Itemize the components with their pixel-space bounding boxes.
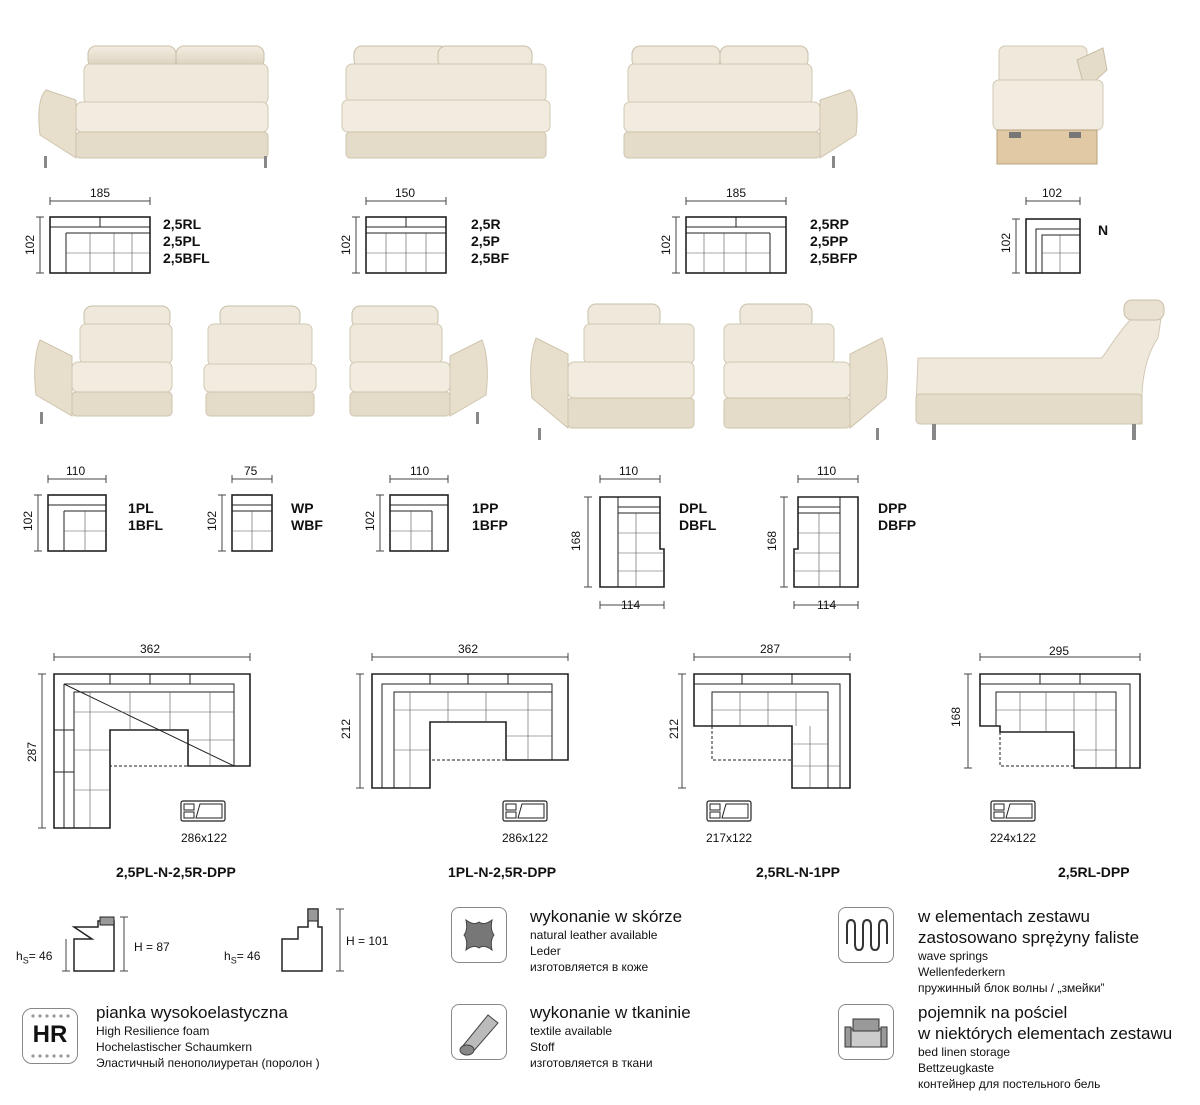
set-width: 362 <box>140 642 161 656</box>
set-depth: 212 <box>667 718 682 740</box>
armchair-photo-1pp <box>350 300 490 430</box>
fabric-roll-icon <box>451 1004 507 1060</box>
dim-depth: 168 <box>569 530 584 552</box>
sofa-photo-2-5rp <box>620 40 860 170</box>
seat-height-label: $h_S= 46$ <box>16 949 53 966</box>
dim-depth: 102 <box>659 234 674 256</box>
set-depth: 212 <box>339 718 354 740</box>
dim-width: 110 <box>66 464 86 478</box>
bed-storage-icon <box>838 1004 894 1060</box>
model-codes: 1PP 1BFP <box>472 500 508 533</box>
dim-width: 185 <box>90 186 111 200</box>
dim-depth: 168 <box>765 530 780 552</box>
set-depth: 168 <box>949 706 964 728</box>
model-codes: DPL DBFL <box>679 500 717 533</box>
model-codes: 2,5R 2,5P 2,5BF <box>471 216 510 266</box>
set-width: 287 <box>760 642 781 656</box>
bed-size: 224x122 <box>990 831 1037 845</box>
set-name: 2,5RL-DPP <box>1058 864 1130 880</box>
bed-icon <box>706 800 752 824</box>
bed-size: 286x122 <box>502 831 549 845</box>
feature-storage: pojemnik na pościel w niektórych elementach zestawu bed linen storage Bettzeugkaste контейнер для постельного бель <box>918 1003 1173 1091</box>
model-codes: 2,5RP 2,5PP 2,5BFP <box>810 216 858 266</box>
armchair-photo-1pl <box>32 300 172 430</box>
leather-icon <box>451 907 507 963</box>
dim-depth: 102 <box>21 510 36 532</box>
set-depth: 287 <box>25 741 40 763</box>
feature-foam: pianka wysokoelastyczna High Resilience foam Hochelastischer Schaumkern Эластичный пенополиуретан (поролон ) <box>96 1003 320 1070</box>
chaise-photo-dpp <box>720 298 890 448</box>
height-profile-low <box>60 905 130 975</box>
sofa-photo-2-5r <box>340 40 560 170</box>
set-name: 2,5RL-N-1PP <box>756 864 841 880</box>
dim-width: 102 <box>1042 186 1063 200</box>
set-plan-4 <box>950 640 1150 780</box>
dim-width: 110 <box>817 464 837 478</box>
model-codes: 1PL 1BFL <box>128 500 163 533</box>
chaise-photo-dpl <box>528 298 698 448</box>
feature-springs: w elementach zestawu zastosowano sprężyny faliste wave springs Wellenfederkern пружинный блок волны / „змейки” <box>918 907 1140 995</box>
dim-width: 110 <box>410 464 430 478</box>
dim-depth: 102 <box>205 510 220 532</box>
sofa-photo-2-5rl <box>36 40 276 170</box>
plan-dpl <box>578 465 678 615</box>
total-height-label: H = 87 <box>134 940 170 954</box>
model-codes: 2,5RL 2,5PL 2,5BFL <box>163 216 210 266</box>
bed-icon <box>502 800 548 824</box>
corner-photo-n <box>985 40 1115 170</box>
plan-wp <box>214 465 284 555</box>
bed-size: 286x122 <box>181 831 228 845</box>
dim-width: 185 <box>726 186 747 200</box>
plan-dpp <box>774 465 874 615</box>
dim-bottom: 114 <box>817 598 837 612</box>
feature-leather: wykonanie w skórze natural leather available Leder изготовляется в коже <box>530 907 683 974</box>
bed-size: 217x122 <box>706 831 753 845</box>
hr-foam-icon <box>22 1008 78 1064</box>
set-plan-2 <box>344 640 574 800</box>
dim-depth: 102 <box>339 234 354 256</box>
dim-width: 75 <box>244 464 258 478</box>
feature-textile: wykonanie w tkaninie textile available Stoff изготовляется в ткани <box>530 1003 691 1070</box>
dim-width: 110 <box>619 464 639 478</box>
total-height-label: H = 101 <box>346 934 389 948</box>
set-name: 2,5PL-N-2,5R-DPP <box>116 864 236 880</box>
set-width: 295 <box>1049 644 1070 658</box>
armchair-photo-wp <box>200 300 320 430</box>
plan-1pp <box>372 465 462 555</box>
dim-bottom: 114 <box>621 598 641 612</box>
plan-1pl <box>30 465 120 555</box>
bed-icon <box>990 800 1036 824</box>
set-width: 362 <box>458 642 479 656</box>
dim-depth: 102 <box>23 234 38 256</box>
seat-height-label: $h_S= 46$ <box>224 949 261 966</box>
hr-badge-text: HR <box>32 1021 68 1048</box>
model-codes: DPP DBFP <box>878 500 917 533</box>
dim-depth: 102 <box>999 232 1014 254</box>
dim-width: 150 <box>395 186 416 200</box>
model-codes: WP WBF <box>291 500 323 533</box>
set-name: 1PL-N-2,5R-DPP <box>448 864 557 880</box>
chaise-longue-photo <box>912 298 1168 448</box>
model-codes: N <box>1098 222 1109 238</box>
plan-2-5r <box>346 185 486 275</box>
wave-springs-icon <box>838 907 894 963</box>
dim-depth: 102 <box>363 510 378 532</box>
height-profile-high <box>268 905 338 975</box>
bed-icon <box>180 800 226 824</box>
set-plan-3 <box>672 640 862 800</box>
